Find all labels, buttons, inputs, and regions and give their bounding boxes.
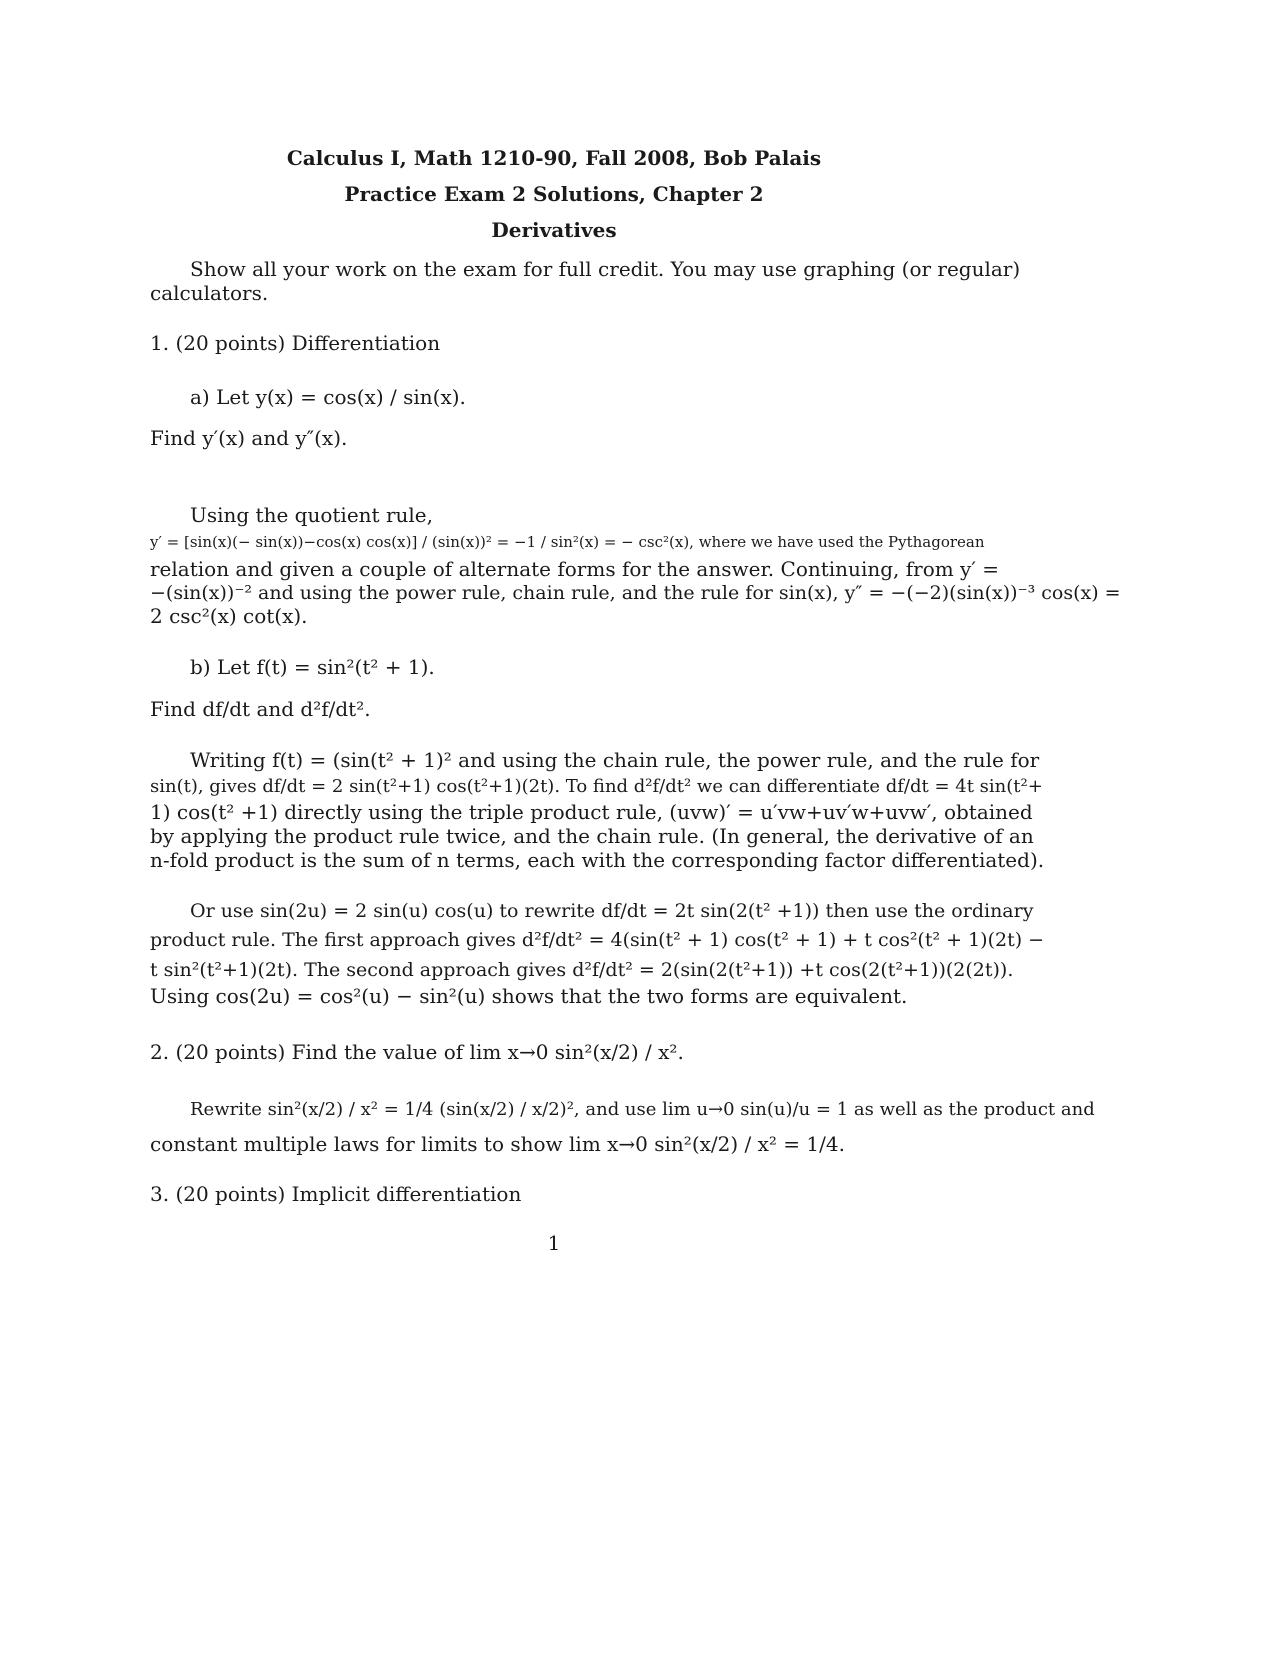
document-topic: Derivatives <box>491 218 617 242</box>
q1a-solution-line-1: Using the quotient rule, <box>190 503 433 527</box>
q1b-solution-1-line-2: sin(t), gives df/dt = 2 sin(t²+1) cos(t²+1)(2t). To find d²f/dt² we can differentiate df/dt = 4t sin(t²+ <box>150 776 1043 797</box>
intro-line-1: Show all your work on the exam for full credit. You may use graphing (or regular) <box>190 257 1021 281</box>
q1b-solution-1-line-1: Writing f(t) = (sin(t² + 1)² and using the chain rule, the power rule, and the rule for <box>190 748 1040 772</box>
q1a-solution-line-2: y′ = [sin(x)(− sin(x))−cos(x) cos(x)] / (sin(x))² = −1 / sin²(x) = − csc²(x), where we have used the Pythagorean <box>150 533 985 551</box>
document-title: Calculus I, Math 1210-90, Fall 2008, Bob Palais <box>286 146 822 170</box>
document-subtitle: Practice Exam 2 Solutions, Chapter 2 <box>344 182 764 206</box>
q1b-solution-2-line-4: Using cos(2u) = cos²(u) − sin²(u) shows that the two forms are equivalent. <box>150 984 908 1008</box>
q1b-solution-2-line-3: t sin²(t²+1)(2t). The second approach gives d²f/dt² = 2(sin(2(t²+1)) +t cos(2(t²+1))(2(2t)). <box>150 959 1014 981</box>
q1a-solution-line-5: 2 csc²(x) cot(x). <box>150 604 308 628</box>
q1a-prompt: a) Let y(x) = cos(x) / sin(x). <box>190 385 466 409</box>
q2-solution-line-1: Rewrite sin²(x/2) / x² = 1/4 (sin(x/2) / x/2)², and use lim u→0 sin(u)/u = 1 as well as the product and <box>190 1099 1095 1120</box>
q1a-solution-line-4: −(sin(x))⁻² and using the power rule, chain rule, and the rule for sin(x), y″ = −(−2)(sin(x))⁻³ cos(x) = <box>150 582 1121 604</box>
q1b-solution-1-line-4: by applying the product rule twice, and the chain rule. (In general, the derivative of an <box>150 824 1034 848</box>
q2-solution-line-2: constant multiple laws for limits to show lim x→0 sin²(x/2) / x² = 1/4. <box>150 1132 845 1156</box>
page-number: 1 <box>547 1231 561 1255</box>
q1b-prompt: b) Let f(t) = sin²(t² + 1). <box>190 655 435 679</box>
intro-line-2: calculators. <box>150 281 269 305</box>
q1a-solution-line-3: relation and given a couple of alternate forms for the answer. Continuing, from y′ = <box>150 557 1000 581</box>
q3-heading: 3. (20 points) Implicit differentiation <box>150 1182 522 1206</box>
q1b-find: Find df/dt and d²f/dt². <box>150 697 371 721</box>
q1a-find: Find y′(x) and y″(x). <box>150 426 348 450</box>
q1b-solution-1-line-5: n-fold product is the sum of n terms, each with the corresponding factor differentiated). <box>150 848 1045 872</box>
q1-heading: 1. (20 points) Differentiation <box>150 331 441 355</box>
q1b-solution-2-line-2: product rule. The first approach gives d²f/dt² = 4(sin(t² + 1) cos(t² + 1) + t cos²(t² + 1)(2t) − <box>150 929 1045 951</box>
q1b-solution-2-line-1: Or use sin(2u) = 2 sin(u) cos(u) to rewrite df/dt = 2t sin(2(t² +1)) then use the ordinary <box>190 900 1034 922</box>
q2-heading: 2. (20 points) Find the value of lim x→0 sin²(x/2) / x². <box>150 1040 684 1064</box>
q1b-solution-1-line-3: 1) cos(t² +1) directly using the triple product rule, (uvw)′ = u′vw+uv′w+uvw′, obtained <box>150 800 1033 824</box>
